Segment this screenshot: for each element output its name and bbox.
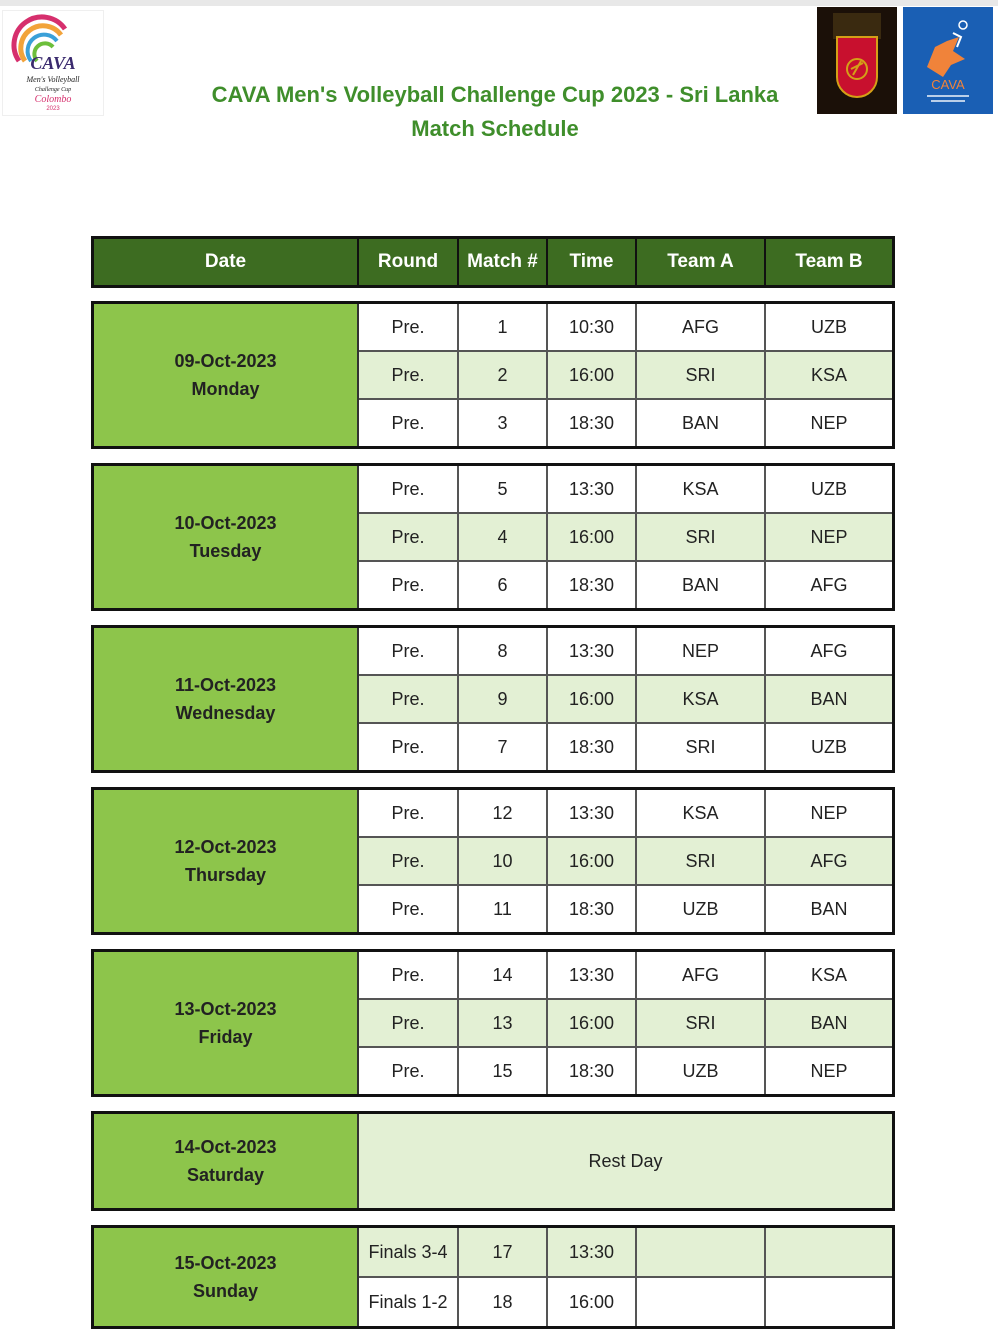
- day-date-cell: [94, 466, 359, 608]
- match-team-b: UZB: [811, 478, 847, 499]
- match-team-b: KSA: [810, 364, 848, 385]
- slvf-emblem: [817, 7, 897, 114]
- match-number: 13: [459, 1000, 548, 1046]
- match-number: 8: [459, 628, 548, 674]
- day-block-wednesday: [91, 625, 895, 773]
- day-date: 14-Oct-2023: [174, 1137, 277, 1157]
- match-number: 12: [459, 790, 548, 836]
- match-row: [359, 952, 892, 1000]
- match-team-b: BAN: [810, 688, 848, 709]
- match-team-a: KSA: [637, 790, 766, 836]
- event-logo: [2, 10, 104, 116]
- day-date: 12-Oct-2023: [174, 837, 277, 857]
- svg-text:2023: 2023: [46, 106, 60, 112]
- cava-logo: [903, 7, 993, 114]
- day-block-tuesday: [91, 463, 895, 611]
- day-block-sunday: [91, 1225, 895, 1329]
- day-weekday: Friday: [198, 1027, 253, 1047]
- day-date: 13-Oct-2023: [174, 999, 277, 1019]
- cava-logo-text: CAVA: [931, 77, 965, 92]
- match-round: Pre.: [359, 562, 459, 608]
- match-round: Pre.: [359, 1048, 459, 1094]
- match-row: [359, 1048, 892, 1094]
- match-row: [359, 562, 892, 608]
- day-block-thursday: [91, 787, 895, 935]
- day-date-cell: [94, 304, 359, 446]
- svg-text:Challenge Cup: Challenge Cup: [34, 87, 72, 93]
- match-team-b: KSA: [810, 964, 848, 985]
- day-block-saturday: [91, 1111, 895, 1211]
- match-team-a: SRI: [637, 514, 766, 560]
- match-round: Pre.: [359, 952, 459, 998]
- match-number: 17: [459, 1228, 548, 1276]
- day-weekday: Sunday: [192, 1281, 258, 1301]
- day-weekday: Monday: [191, 379, 260, 399]
- match-round: Pre.: [359, 400, 459, 446]
- day-date-cell: [94, 1228, 359, 1326]
- day-date: 11-Oct-2023: [174, 675, 277, 695]
- match-team-a: UZB: [637, 1048, 766, 1094]
- match-row: [359, 790, 892, 838]
- match-time: 18:30: [548, 724, 637, 770]
- match-time: 18:30: [548, 886, 637, 932]
- match-team-a: AFG: [637, 952, 766, 998]
- page-title: [200, 78, 790, 146]
- match-row: [359, 628, 892, 676]
- match-number: 6: [459, 562, 548, 608]
- match-time: 16:00: [548, 514, 637, 560]
- top-strip: [0, 0, 998, 6]
- day-date-cell: [94, 790, 359, 932]
- match-number: 2: [459, 352, 548, 398]
- match-team-a: UZB: [637, 886, 766, 932]
- day-block-friday: [91, 949, 895, 1097]
- match-round: Pre.: [359, 676, 459, 722]
- match-team-b: NEP: [810, 1060, 848, 1081]
- match-round: Pre.: [359, 352, 459, 398]
- match-time: 13:30: [548, 952, 637, 998]
- logo-cava-text: CAVA: [30, 53, 76, 73]
- match-team-b: UZB: [811, 736, 847, 757]
- match-round: Finals 3-4: [359, 1228, 459, 1276]
- match-number: 3: [459, 400, 548, 446]
- title-line-2: Match Schedule: [411, 116, 579, 141]
- match-number: 9: [459, 676, 548, 722]
- day-weekday: Saturday: [186, 1165, 265, 1185]
- match-team-a: AFG: [637, 304, 766, 350]
- column-header-round: Round: [359, 239, 459, 285]
- event-logo-graphic: [3, 11, 103, 115]
- match-team-b: AFG: [810, 640, 848, 661]
- match-team-b: [766, 1228, 892, 1276]
- rest-day-label: Rest Day: [359, 1114, 892, 1208]
- match-row: [359, 1000, 892, 1048]
- match-team-a: BAN: [637, 400, 766, 446]
- match-time: 16:00: [548, 838, 637, 884]
- match-team-a: SRI: [637, 838, 766, 884]
- match-row: [359, 352, 892, 400]
- match-team-b: BAN: [810, 1012, 848, 1033]
- match-team-a: SRI: [637, 1000, 766, 1046]
- column-header-match: Match #: [459, 239, 548, 285]
- schedule-header-row: [91, 236, 895, 288]
- day-date-cell: [94, 628, 359, 770]
- match-team-a: KSA: [637, 466, 766, 512]
- match-round: Pre.: [359, 514, 459, 560]
- match-round: Pre.: [359, 304, 459, 350]
- match-row: [359, 1228, 892, 1278]
- match-team-b: NEP: [810, 412, 848, 433]
- match-row: [359, 304, 892, 352]
- title-line-1: CAVA Men's Volleyball Challenge Cup 2023 - Sri Lanka: [211, 82, 779, 107]
- match-round: Pre.: [359, 886, 459, 932]
- match-time: 18:30: [548, 1048, 637, 1094]
- cava-emblem: [903, 7, 993, 114]
- match-time: 18:30: [548, 562, 637, 608]
- match-row: [359, 724, 892, 770]
- match-time: 16:00: [548, 676, 637, 722]
- column-header-team-a: Team A: [637, 239, 766, 285]
- match-number: 15: [459, 1048, 548, 1094]
- match-time: 16:00: [548, 1000, 637, 1046]
- match-team-a: NEP: [637, 628, 766, 674]
- day-date: 15-Oct-2023: [174, 1253, 277, 1273]
- day-date-cell: [94, 1114, 359, 1208]
- match-time: 10:30: [548, 304, 637, 350]
- day-date: 09-Oct-2023: [174, 351, 277, 371]
- match-row: [359, 514, 892, 562]
- match-time: 16:00: [548, 1278, 637, 1326]
- match-time: 16:00: [548, 352, 637, 398]
- match-round: Finals 1-2: [359, 1278, 459, 1326]
- match-row: [359, 400, 892, 446]
- match-number: 7: [459, 724, 548, 770]
- match-team-a: [637, 1228, 766, 1276]
- match-number: 1: [459, 304, 548, 350]
- match-team-b: AFG: [810, 850, 848, 871]
- match-team-b: NEP: [810, 802, 848, 823]
- sri-lanka-volleyball-federation-logo: [817, 7, 897, 114]
- match-row: [359, 886, 892, 932]
- match-team-b: [766, 1278, 892, 1326]
- day-date-cell: [94, 952, 359, 1094]
- match-round: Pre.: [359, 838, 459, 884]
- match-round: Pre.: [359, 628, 459, 674]
- match-time: 13:30: [548, 466, 637, 512]
- match-round: Pre.: [359, 466, 459, 512]
- match-time: 18:30: [548, 400, 637, 446]
- match-round: Pre.: [359, 790, 459, 836]
- match-number: 11: [459, 886, 548, 932]
- match-number: 5: [459, 466, 548, 512]
- day-weekday: Wednesday: [175, 703, 276, 723]
- day-block-monday: [91, 301, 895, 449]
- match-time: 13:30: [548, 790, 637, 836]
- match-team-a: BAN: [637, 562, 766, 608]
- match-round: Pre.: [359, 724, 459, 770]
- match-team-b: NEP: [810, 526, 848, 547]
- match-team-a: KSA: [637, 676, 766, 722]
- column-header-date: Date: [94, 239, 359, 285]
- match-number: 10: [459, 838, 548, 884]
- match-row: [359, 466, 892, 514]
- match-round: Pre.: [359, 1000, 459, 1046]
- match-team-a: [637, 1278, 766, 1326]
- column-header-team-b: Team B: [795, 251, 863, 272]
- day-date: 10-Oct-2023: [174, 513, 277, 533]
- match-row: [359, 1278, 892, 1326]
- day-weekday: Thursday: [184, 865, 267, 885]
- match-team-a: SRI: [637, 724, 766, 770]
- svg-text:Men's Volleyball: Men's Volleyball: [26, 75, 80, 84]
- match-number: 4: [459, 514, 548, 560]
- match-number: 18: [459, 1278, 548, 1326]
- match-row: [359, 676, 892, 724]
- match-team-b: BAN: [810, 898, 848, 919]
- match-team-b: UZB: [811, 316, 847, 337]
- match-team-a: SRI: [637, 352, 766, 398]
- day-weekday: Tuesday: [189, 541, 262, 561]
- match-time: 13:30: [548, 1228, 637, 1276]
- match-team-b: AFG: [810, 574, 848, 595]
- match-number: 14: [459, 952, 548, 998]
- svg-text:Colombo: Colombo: [34, 94, 72, 105]
- match-time: 13:30: [548, 628, 637, 674]
- match-row: [359, 838, 892, 886]
- column-header-time: Time: [548, 239, 637, 285]
